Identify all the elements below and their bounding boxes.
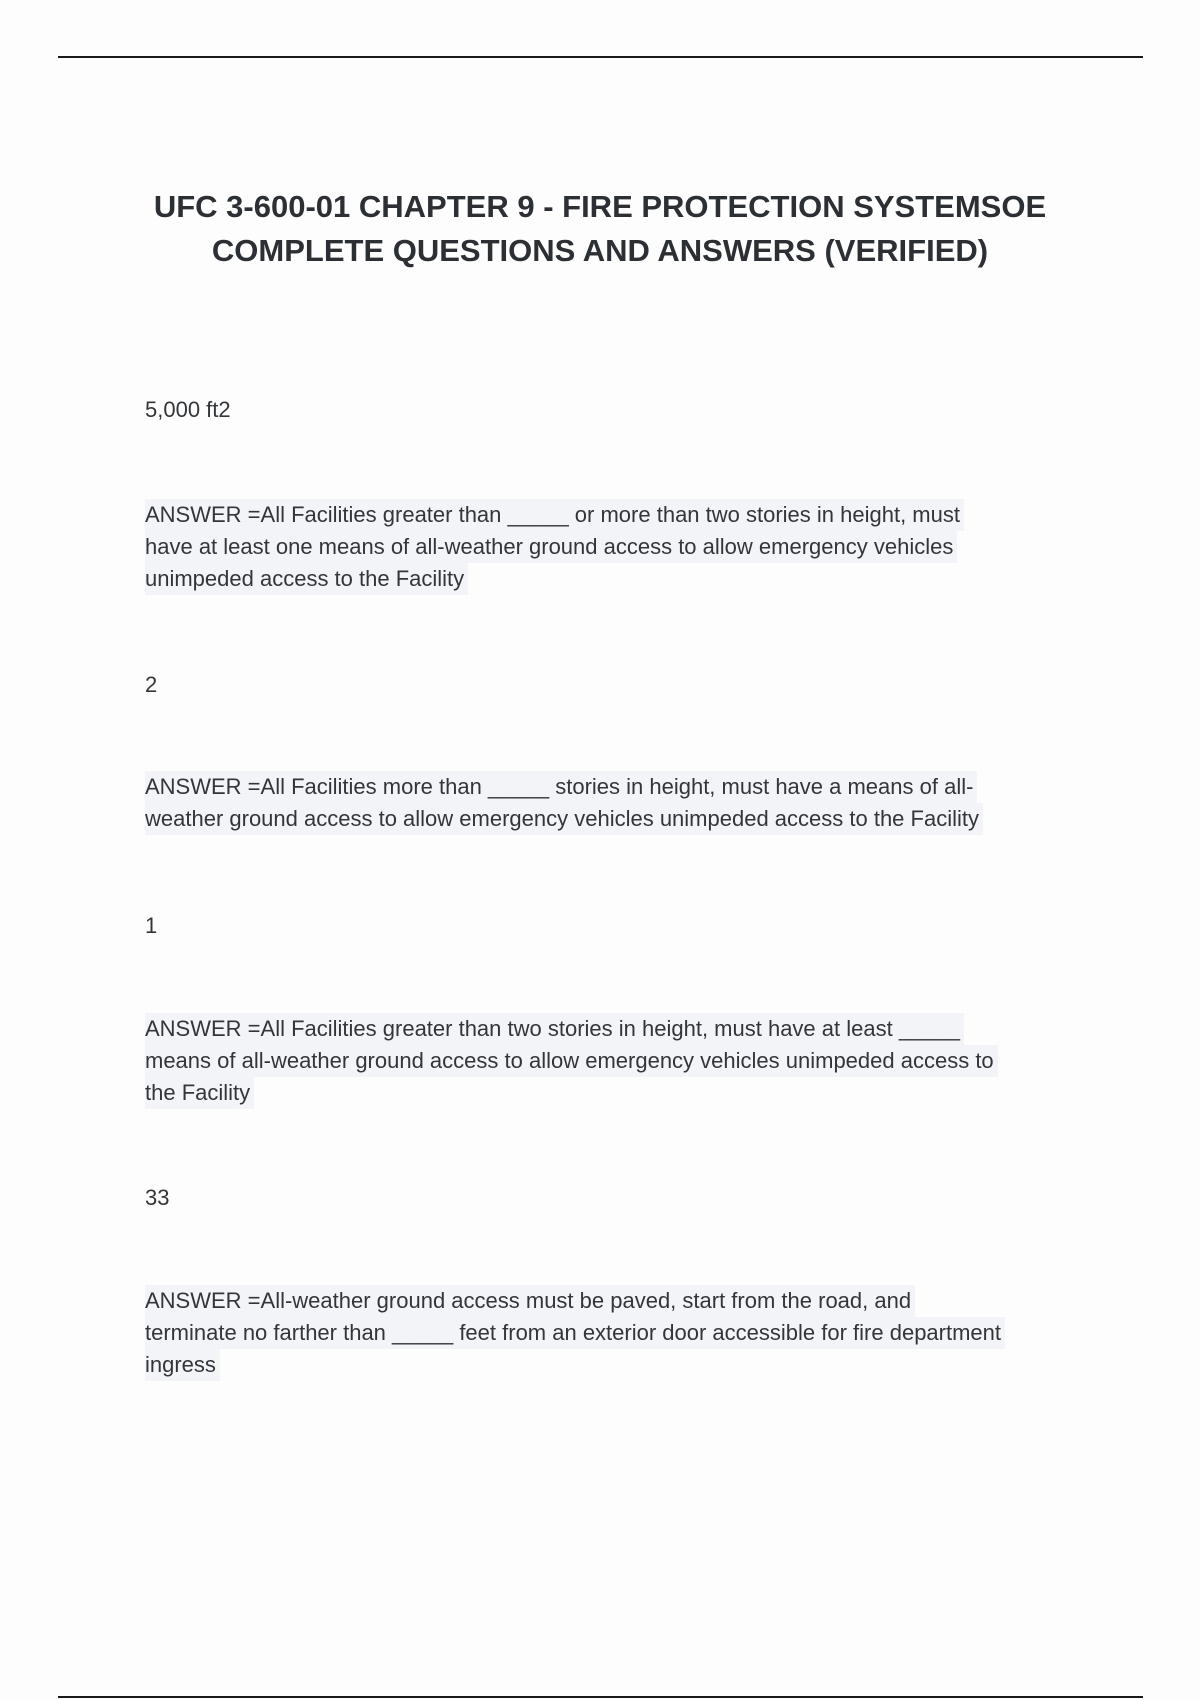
- answer-3-line-1: ANSWER =All Facilities greater than two stories in height, must have at least _____: [145, 1013, 964, 1045]
- answer-2-line-2: weather ground access to allow emergency vehicles unimpeded access to the Facility: [145, 803, 983, 835]
- answer-4-line-1: ANSWER =All-weather ground access must be paved, start from the road, and: [145, 1285, 915, 1317]
- term-3: 1: [145, 913, 158, 938]
- answer-3: [145, 1013, 1080, 1109]
- answer-1-line-2: have at least one means of all-weather ground access to allow emergency vehicles: [145, 531, 957, 563]
- header-rule: [58, 56, 1143, 58]
- answer-3-line-3: the Facility: [145, 1077, 254, 1109]
- document-title: [60, 185, 1140, 273]
- answer-3-line-2: means of all-weather ground access to allow emergency vehicles unimpeded access to: [145, 1045, 998, 1077]
- answer-1-line-3: unimpeded access to the Facility: [145, 563, 468, 595]
- term-2: 2: [145, 672, 158, 697]
- footer-rule: [58, 1696, 1143, 1698]
- title-line-1: UFC 3-600-01 CHAPTER 9 - FIRE PROTECTION SYSTEMSOE: [153, 189, 1047, 224]
- answer-1: [145, 499, 1080, 595]
- answer-4-line-3: ingress: [145, 1349, 220, 1381]
- answer-2: [145, 771, 1080, 835]
- term-1: 5,000 ft2: [145, 397, 231, 422]
- title-line-2: COMPLETE QUESTIONS AND ANSWERS (VERIFIED): [211, 233, 989, 268]
- answer-2-line-1: ANSWER =All Facilities more than _____ stories in height, must have a means of all-: [145, 771, 977, 803]
- term-4: 33: [145, 1185, 170, 1210]
- answer-4: [145, 1285, 1080, 1381]
- answer-4-line-2: terminate no farther than _____ feet from an exterior door accessible for fire department: [145, 1317, 1005, 1349]
- answer-1-line-1: ANSWER =All Facilities greater than _____ or more than two stories in height, must: [145, 499, 964, 531]
